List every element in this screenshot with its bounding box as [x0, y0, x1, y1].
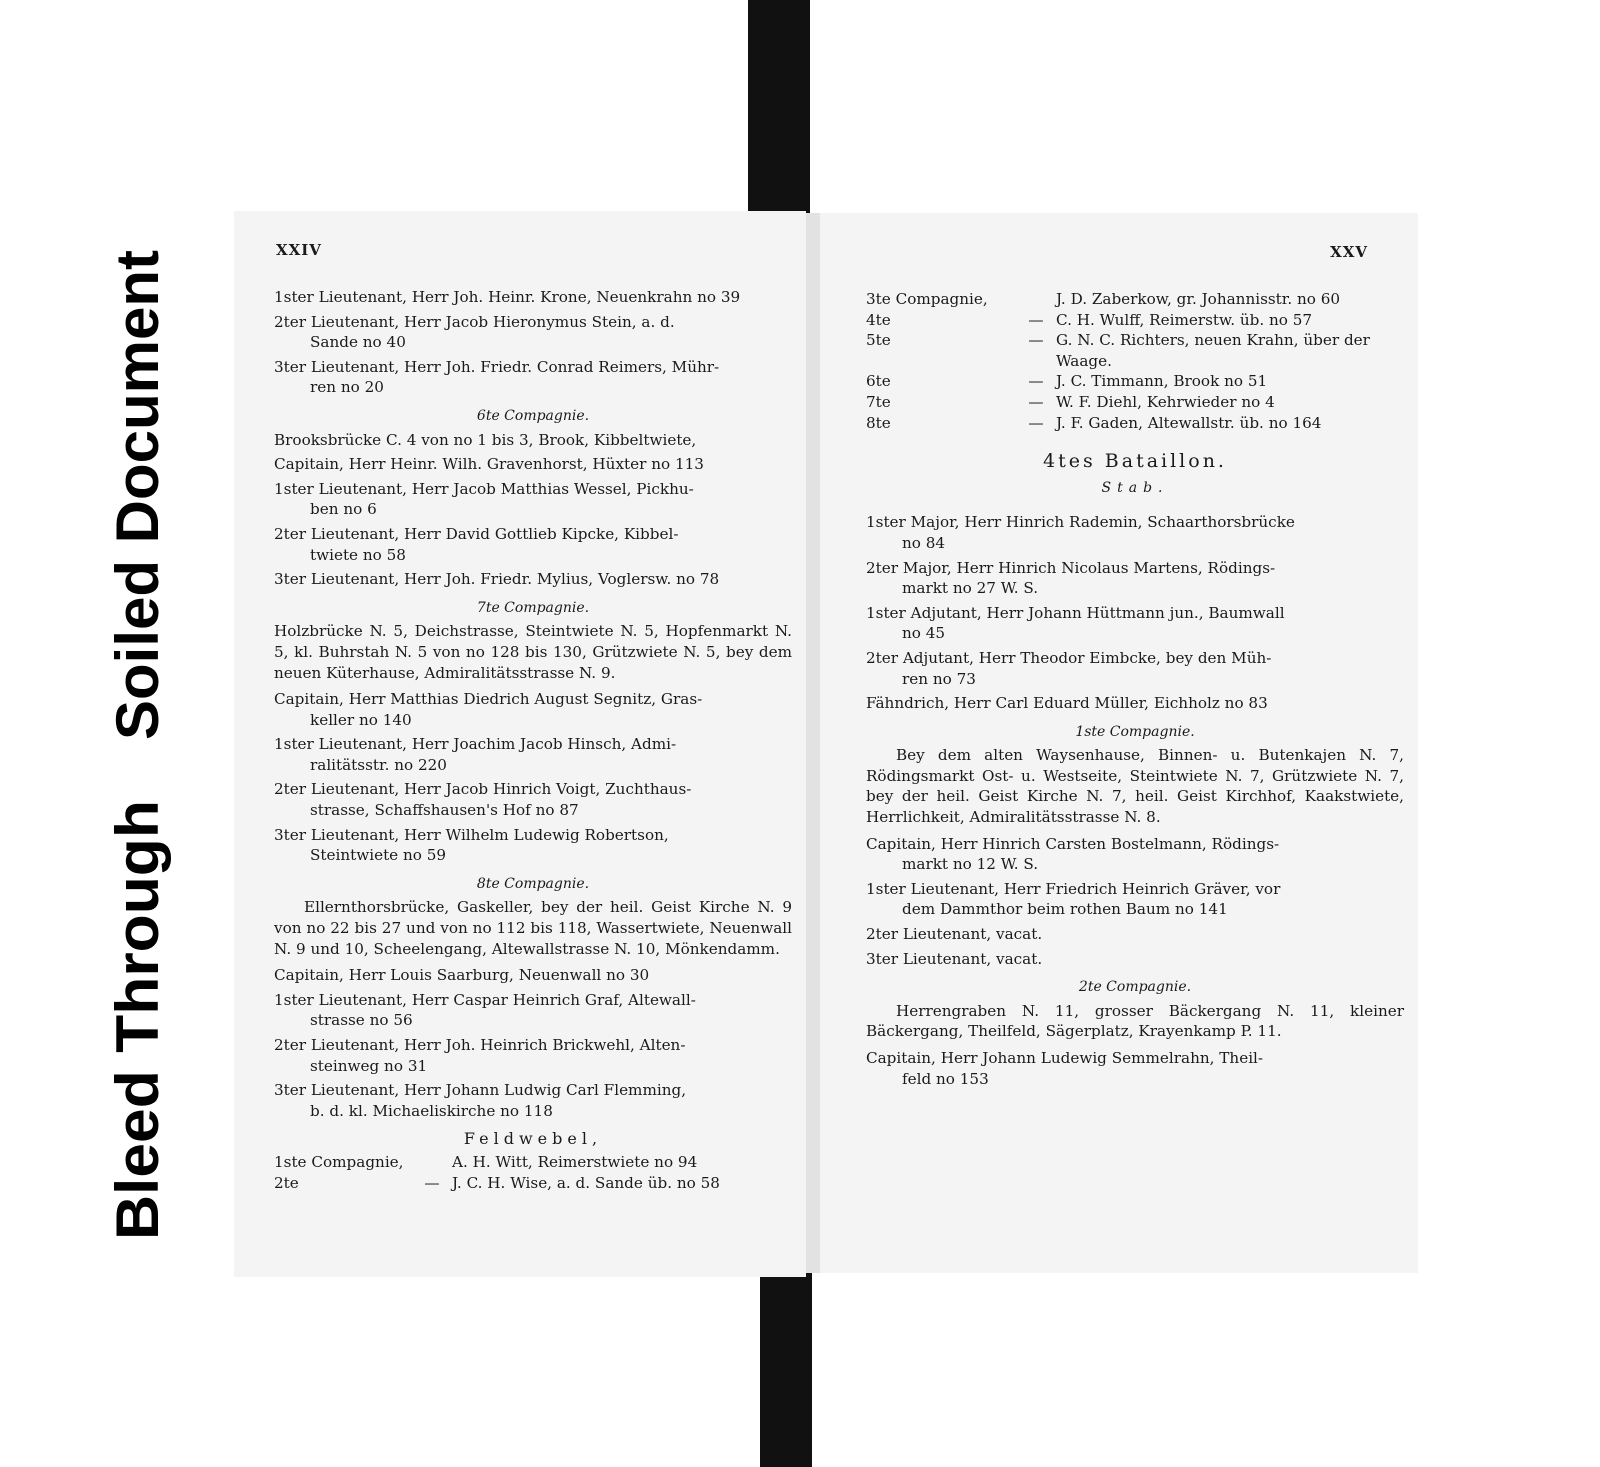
section-heading: 1ste Compagnie. — [1075, 723, 1195, 740]
entry-line: 2ter Major, Herr Hinrich Nicolaus Martens, Rödings- — [866, 558, 1276, 577]
page-number: XXV — [1330, 243, 1368, 261]
entry-line: 1ster Major, Herr Hinrich Rademin, Schaarthorsbrücke — [866, 513, 1295, 532]
entry-line: 1ster Lieutenant, Herr Joachim Jacob Hinsch, Admi- — [274, 735, 677, 754]
feldwebel-name: G. N. C. Richters, neuen Krahn, über der Waage. — [1056, 331, 1370, 370]
company-label: 7te — [866, 392, 891, 411]
feldwebel-name: J. D. Zaberkow, gr. Johannisstr. no 60 — [1056, 290, 1341, 308]
officer-entry — [274, 965, 792, 986]
officer-entry — [274, 569, 792, 590]
officer-entry — [866, 834, 1404, 875]
stamp-text-line1: Bleed Through — [104, 816, 171, 1240]
feldwebel-name: J. F. Gaden, Altewallstr. üb. no 164 — [1056, 413, 1322, 432]
stamp-text-line2: Soiled Document — [104, 250, 171, 740]
entry-continuation: b. d. kl. Michaeliskirche no 118 — [310, 1101, 553, 1120]
entry-line: 2ter Adjutant, Herr Theodor Eimbcke, bey den Müh- — [866, 648, 1272, 667]
entry-continuation: ren no 73 — [902, 669, 976, 688]
feldwebel-row — [274, 1173, 792, 1194]
feldwebel-name: A. H. Witt, Reimerstwiete no 94 — [452, 1152, 698, 1171]
company-label: 3te Compagnie, — [866, 290, 988, 308]
ditto-mark: — — [1028, 413, 1044, 432]
entry-continuation: ralitätsstr. no 220 — [310, 755, 447, 774]
district-line: Brooksbrücke C. 4 von no 1 bis 3, Brook, Kibbeltwiete, — [274, 430, 697, 449]
entry-continuation: strasse, Schaffshausen's Hof no 87 — [310, 801, 579, 820]
officer-entry — [866, 879, 1404, 920]
left-page-text — [274, 287, 792, 1193]
book-gutter — [806, 213, 820, 1273]
officer-entry — [274, 312, 792, 353]
entry-line: 1ster Lieutenant, Herr Caspar Heinrich Graf, Altewall- — [274, 990, 696, 1009]
officer-entry — [866, 648, 1404, 689]
district-paragraph: Herrengraben N. 11, grosser Bäckergang N. 11, kleiner Bäckergang, Theilfeld, Sägerplatz, Krayenkamp P. 11. — [866, 1001, 1404, 1041]
entry-continuation: no 84 — [902, 533, 946, 552]
section-heading: 6te Compagnie. — [476, 407, 590, 424]
entry-continuation: Steintwiete no 59 — [310, 846, 447, 865]
company-label: 8te — [866, 413, 891, 432]
bleed-through-stamp — [70, 250, 250, 1250]
entry-line: 1ster Adjutant, Herr Johann Hüttmann jun., Baumwall — [866, 603, 1285, 622]
entry-continuation: feld no 153 — [902, 1069, 989, 1088]
company-label: 6te — [866, 372, 891, 391]
ditto-mark: — — [1028, 331, 1044, 350]
officer-entry — [274, 990, 792, 1031]
entry-continuation: markt no 12 W. S. — [902, 855, 1039, 874]
entry-continuation: no 45 — [902, 624, 946, 643]
entry-line: 1ster Lieutenant, Herr Jacob Matthias Wessel, Pickhu- — [274, 479, 694, 498]
entry-line: 3ter Lieutenant, Herr Johann Ludwig Carl Flemming, — [274, 1081, 687, 1100]
officer-entry — [274, 1080, 792, 1121]
officer-entry — [866, 558, 1404, 599]
feldwebel-row — [866, 310, 1404, 331]
ditto-mark — [412, 1152, 452, 1173]
entry-line: Capitain, Herr Johann Ludewig Semmelrahn, Theil- — [866, 1049, 1264, 1067]
entry-continuation: markt no 27 W. S. — [902, 579, 1039, 598]
district-paragraph: Ellernthorsbrücke, Gaskeller, bey der heil. Geist Kirche N. 9 von no 22 bis 27 und von no 112 bis 118, Wassertwiete, Neuenwall N. 9 und 10, Scheelengang, Altewallstrasse N. 10, Mönkendamm. — [274, 898, 792, 958]
entry-line: Capitain, Herr Heinr. Wilh. Gravenhorst, Hüxter no 113 — [274, 455, 704, 474]
company-label: 5te — [866, 331, 891, 350]
entry-line: 2ter Lieutenant, Herr Jacob Hieronymus Stein, a. d. — [274, 312, 675, 331]
entry-line: 2ter Lieutenant, vacat. — [866, 925, 1043, 944]
page-number: XXIV — [276, 241, 322, 259]
entry-line: Capitain, Herr Louis Saarburg, Neuenwall no 30 — [274, 966, 650, 985]
officer-entry — [866, 603, 1404, 644]
feldwebel-name: J. C. H. Wise, a. d. Sande üb. no 58 — [452, 1173, 720, 1192]
entry-continuation: twiete no 58 — [310, 545, 406, 564]
entry-line: 2ter Lieutenant, Herr Jacob Hinrich Voigt, Zuchthaus- — [274, 780, 692, 799]
officer-entry — [866, 693, 1404, 714]
company-label: 2te — [274, 1173, 299, 1192]
district-paragraph: Holzbrücke N. 5, Deichstrasse, Steintwiete N. 5, Hopfenmarkt N. 5, kl. Buhrstah N. 5 von no 128 bis 130, Grützwiete N. 5, bey dem neuen Küterhause, Admiralitätsstrasse N. 9. — [274, 622, 792, 682]
entry-line: 2ter Lieutenant, Herr Joh. Heinrich Brickwehl, Alten- — [274, 1036, 686, 1054]
officer-entry — [274, 454, 792, 475]
binding-spine-top — [748, 0, 810, 213]
officer-entry — [274, 825, 792, 866]
feldwebel-row — [866, 330, 1404, 371]
entry-line: 1ster Lieutenant, Herr Friedrich Heinrich Gräver, vor — [866, 879, 1281, 898]
section-heading: 7te Compagnie. — [476, 599, 590, 616]
feldwebel-name: J. C. Timmann, Brook no 51 — [1056, 372, 1268, 391]
right-page-text — [866, 289, 1404, 1093]
right-page — [820, 213, 1418, 1273]
ditto-mark: — — [1028, 392, 1044, 411]
ditto-mark: — — [1028, 372, 1044, 391]
officer-entry — [274, 689, 792, 730]
entry-line: 3ter Lieutenant, Herr Joh. Friedr. Mylius, Voglersw. no 78 — [274, 570, 720, 589]
feldwebel-row — [866, 289, 1404, 310]
entry-continuation: dem Dammthor beim rothen Baum no 141 — [902, 900, 1228, 919]
feldwebel-row — [866, 371, 1404, 392]
entry-continuation: steinweg no 31 — [310, 1056, 428, 1075]
entry-continuation: ren no 20 — [310, 378, 384, 397]
entry-continuation: strasse no 56 — [310, 1011, 413, 1030]
feldwebel-heading: Feldwebel, — [463, 1129, 603, 1149]
officer-entry — [274, 1035, 792, 1076]
company-label: 4te — [866, 310, 891, 329]
binding-spine-bottom — [760, 1272, 812, 1467]
entry-line: 1ster Lieutenant, Herr Joh. Heinr. Krone, Neuenkrahn no 39 — [274, 288, 741, 306]
officer-entry — [866, 924, 1404, 945]
feldwebel-row — [274, 1152, 792, 1173]
officer-entry — [274, 779, 792, 820]
entry-line: 3ter Lieutenant, vacat. — [866, 949, 1043, 968]
entry-continuation: Sande no 40 — [310, 333, 406, 352]
feldwebel-name: W. F. Diehl, Kehrwieder no 4 — [1056, 392, 1275, 411]
officer-entry — [274, 287, 792, 308]
ditto-mark: — — [1028, 310, 1044, 329]
officer-entry — [866, 512, 1404, 553]
officer-entry — [274, 479, 792, 520]
entry-continuation: ben no 6 — [310, 500, 377, 519]
feldwebel-row — [866, 392, 1404, 413]
ditto-mark: — — [424, 1173, 440, 1192]
officer-entry — [274, 734, 792, 775]
officer-entry — [274, 357, 792, 398]
feldwebel-row — [866, 413, 1404, 434]
section-heading: 2te Compagnie. — [1078, 979, 1192, 996]
officer-entry — [866, 949, 1404, 970]
officer-entry — [274, 524, 792, 565]
entry-line: Capitain, Herr Matthias Diedrich August Segnitz, Gras- — [274, 690, 703, 709]
battalion-heading: 4tes Bataillon. — [1043, 450, 1227, 473]
section-heading: 8te Compagnie. — [476, 875, 590, 892]
company-label: 1ste Compagnie, — [274, 1152, 404, 1171]
entry-line: Fähndrich, Herr Carl Eduard Müller, Eichholz no 83 — [866, 694, 1268, 713]
entry-line: Capitain, Herr Hinrich Carsten Bostelmann, Rödings- — [866, 834, 1280, 853]
entry-line: 3ter Lieutenant, Herr Joh. Friedr. Conrad Reimers, Mühr- — [274, 357, 720, 376]
entry-line: 2ter Lieutenant, Herr David Gottlieb Kipcke, Kibbel- — [274, 524, 679, 543]
entry-continuation: keller no 140 — [310, 710, 412, 729]
feldwebel-name: C. H. Wulff, Reimerstw. üb. no 57 — [1056, 310, 1313, 329]
entry-line: 3ter Lieutenant, Herr Wilhelm Ludewig Robertson, — [274, 825, 669, 844]
officer-entry — [866, 1048, 1404, 1089]
district-paragraph: Bey dem alten Waysenhause, Binnen- u. Butenkajen N. 7, Rödingsmarkt Ost- u. Westseite, Steintwiete N. 7, Grützwiete N. 7, bey der heil. Geist Kirche N. 7, heil. Geist Kirchhof, Kaakstwiete, Herrlichkeit, Admiralitätsstrasse N. 8. — [866, 746, 1404, 827]
left-page — [234, 211, 806, 1277]
ditto-mark — [1016, 289, 1056, 310]
stab-heading: Stab. — [1101, 479, 1169, 496]
